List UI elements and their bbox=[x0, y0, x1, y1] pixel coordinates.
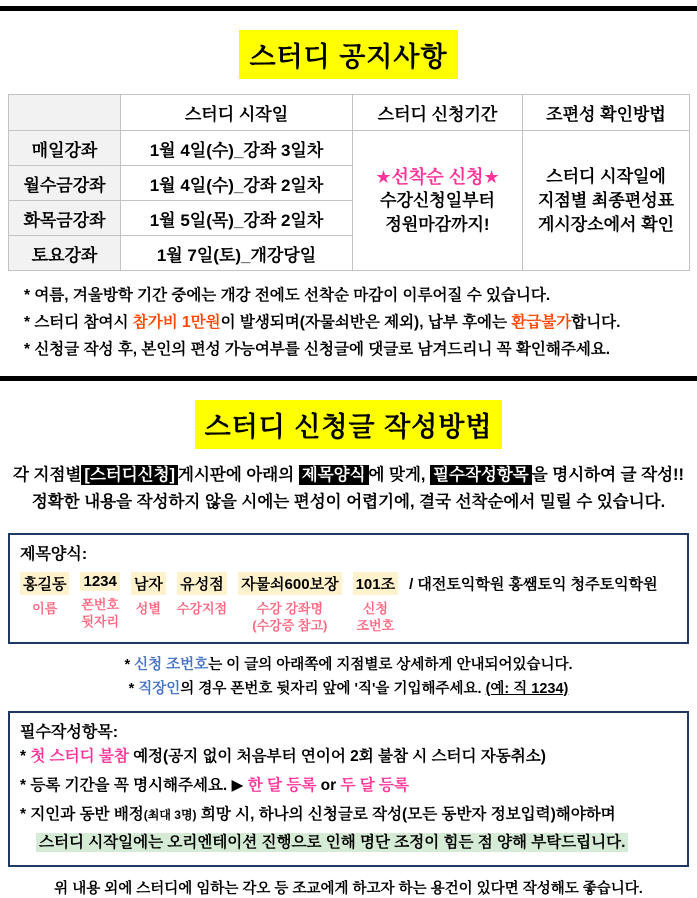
item-text: * bbox=[20, 748, 31, 765]
required-item-2 bbox=[20, 771, 677, 800]
check-method-line2: 지점별 최종편성표 bbox=[537, 190, 675, 210]
item3-max-count-small: (최대 3명) bbox=[143, 808, 197, 822]
apply-period-line1: ★선착순 신청★ bbox=[375, 166, 500, 187]
note2-text: * 스터디 참여시 bbox=[24, 314, 133, 331]
notice-title: 스터디 공지사항 bbox=[239, 30, 457, 79]
field-label: 성별 bbox=[135, 601, 161, 616]
field-name bbox=[20, 572, 69, 617]
item-text: * 지인과 동반 배정 bbox=[20, 806, 144, 823]
header-check-method: 조편성 확인방법 bbox=[523, 95, 690, 131]
required-item-1 bbox=[20, 742, 677, 771]
intro-required-badge: 필수작성항목 bbox=[430, 465, 532, 485]
field-value: 자물쇠600보장 bbox=[238, 572, 341, 595]
midnote-example-underlined: (예: 직 1234) bbox=[485, 681, 569, 697]
apply-period-line3: 정원마감까지! bbox=[385, 214, 490, 234]
field-course bbox=[238, 572, 341, 634]
check-method-line3: 게시장소에서 확인 bbox=[537, 214, 675, 234]
field-label: 수강 강좌명 (수강증 참고) bbox=[252, 601, 328, 633]
header-apply-period: 스터디 신청기간 bbox=[353, 95, 523, 131]
top-divider bbox=[0, 6, 697, 11]
title-format-heading: 제목양식: bbox=[20, 546, 88, 563]
midnote-text: 의 경우 폰번호 뒷자리 앞에 '직'을 기입해주세요. bbox=[180, 681, 486, 697]
note2-fee-highlight: 참가비 1만원 bbox=[132, 314, 221, 331]
note2-no-refund-highlight: 환급불가 bbox=[511, 314, 572, 331]
midnote-2 bbox=[0, 677, 697, 701]
notice-note-3: * 신청글 작성 후, 본인의 편성 가능여부를 신청글에 댓글로 남겨드리니 꼭 확인해주세요. bbox=[24, 341, 611, 358]
table-header-row bbox=[9, 95, 690, 131]
notice-note-1: * 여름, 겨울방학 기간 중에는 개강 전에도 선착순 마감이 이루어질 수 있습니다. bbox=[24, 287, 551, 304]
field-value: 1234 bbox=[80, 572, 119, 591]
midnote-1 bbox=[0, 653, 697, 677]
field-group-number bbox=[353, 572, 399, 634]
field-value: 홍길동 bbox=[20, 572, 69, 595]
field-value: 101조 bbox=[353, 572, 399, 595]
howto-title: 스터디 신청글 작성방법 bbox=[195, 400, 503, 449]
notice-note-2 bbox=[24, 309, 697, 336]
field-phone bbox=[80, 572, 119, 630]
course-name: 토요강좌 bbox=[9, 236, 121, 271]
intro-text: 게시판에 아래의 bbox=[178, 466, 299, 484]
field-gender bbox=[131, 572, 166, 617]
item-text: 예정(공지 없이 처음부터 연이어 2회 불참 시 스터디 자동취소) bbox=[128, 748, 546, 765]
apply-period-line2: 수강신청일부터 bbox=[380, 190, 495, 210]
course-start-date: 1월 4일(수)_강좌 3일차 bbox=[121, 131, 353, 166]
check-method-line1: 스터디 시작일에 bbox=[546, 166, 666, 186]
item1-absence-highlight: 첫 스터디 불참 bbox=[30, 748, 129, 765]
required-items-box bbox=[8, 711, 689, 867]
section-divider bbox=[0, 376, 697, 381]
intro-text: 에 맞게, bbox=[368, 466, 431, 484]
item-text: or bbox=[316, 777, 341, 794]
intro-text: 각 지점별 bbox=[12, 466, 82, 484]
note2-text: 이 발생되며(자물쇠반은 제외), 납부 후에는 bbox=[220, 314, 512, 331]
course-start-date: 1월 5일(목)_강좌 2일차 bbox=[121, 201, 353, 236]
course-start-date: 1월 7일(토)_개강당일 bbox=[121, 236, 353, 271]
field-value: 남자 bbox=[131, 572, 166, 595]
title-format-example bbox=[20, 572, 677, 634]
course-name: 매일강좌 bbox=[9, 131, 121, 166]
check-method-cell bbox=[523, 131, 690, 271]
field-label: 이름 bbox=[32, 601, 58, 616]
field-label: 수강지점 bbox=[176, 601, 228, 616]
howto-intro-line2: 정확한 내용을 작성하지 않을 시에는 편성이 어렵기에, 결국 선착순에서 밀릴 수 있습니다. bbox=[31, 493, 666, 511]
apply-period-cell bbox=[353, 131, 523, 271]
midnote-text: * bbox=[128, 681, 139, 697]
item2-two-month-highlight: 두 달 등록 bbox=[340, 777, 409, 794]
howto-intro bbox=[0, 462, 697, 516]
midnote-worker-highlight: 직장인 bbox=[138, 681, 181, 697]
intro-title-format-badge: 제목양식 bbox=[299, 465, 369, 485]
header-empty-cell bbox=[9, 95, 121, 131]
field-value: 유성점 bbox=[177, 572, 226, 595]
howto-title-wrap bbox=[0, 400, 697, 449]
notice-title-wrap bbox=[0, 30, 697, 79]
required-heading: 필수작성항목: bbox=[20, 724, 119, 741]
notice-notes bbox=[24, 282, 697, 363]
field-label: 신청 조번호 bbox=[356, 601, 395, 633]
required-item-3 bbox=[20, 800, 677, 830]
note2-text: 합니다. bbox=[571, 314, 621, 331]
study-schedule-table bbox=[8, 94, 690, 271]
field-branch bbox=[177, 572, 227, 617]
howto-intro-line1 bbox=[0, 462, 697, 489]
midnote-text: 는 이 글의 아래쪽에 지점별로 상세하게 안내되어있습니다. bbox=[208, 657, 573, 673]
title-format-box bbox=[8, 533, 689, 644]
table-row bbox=[9, 131, 690, 166]
howto-midnotes bbox=[0, 653, 697, 701]
required-item-3-highlight-line bbox=[36, 830, 677, 855]
example-academy-suffix: / 대전토익학원 홍쌤토익 청주토익학원 bbox=[409, 576, 658, 593]
header-start-date: 스터디 시작일 bbox=[121, 95, 353, 131]
footer-note: 위 내용 외에 스터디에 임하는 각오 등 조교에게 하고자 하는 용건이 있다면 작성해도 좋습니다. bbox=[54, 881, 643, 897]
field-label: 폰번호 뒷자리 bbox=[81, 597, 120, 629]
item-text: * 등록 기간을 꼭 명시해주세요. ▶ bbox=[20, 777, 248, 794]
course-name: 월수금강좌 bbox=[9, 166, 121, 201]
midnote-group-number-highlight: 신청 조번호 bbox=[134, 657, 209, 673]
item-text: 희망 시, 하나의 신청글로 작성(모든 동반자 정보입력)해야하며 bbox=[196, 806, 616, 823]
intro-board-badge: [스터디신청] bbox=[81, 465, 178, 485]
intro-text: 을 명시하여 글 작성!! bbox=[531, 466, 685, 484]
orientation-notice-highlight: 스터디 시작일에는 오리엔테이션 진행으로 인해 명단 조정이 힘든 점 양해 부탁드립니다. bbox=[36, 833, 628, 852]
course-name: 화목금강좌 bbox=[9, 201, 121, 236]
course-start-date: 1월 4일(수)_강좌 2일차 bbox=[121, 166, 353, 201]
item2-one-month-highlight: 한 달 등록 bbox=[247, 777, 317, 794]
midnote-text: * bbox=[124, 657, 135, 673]
